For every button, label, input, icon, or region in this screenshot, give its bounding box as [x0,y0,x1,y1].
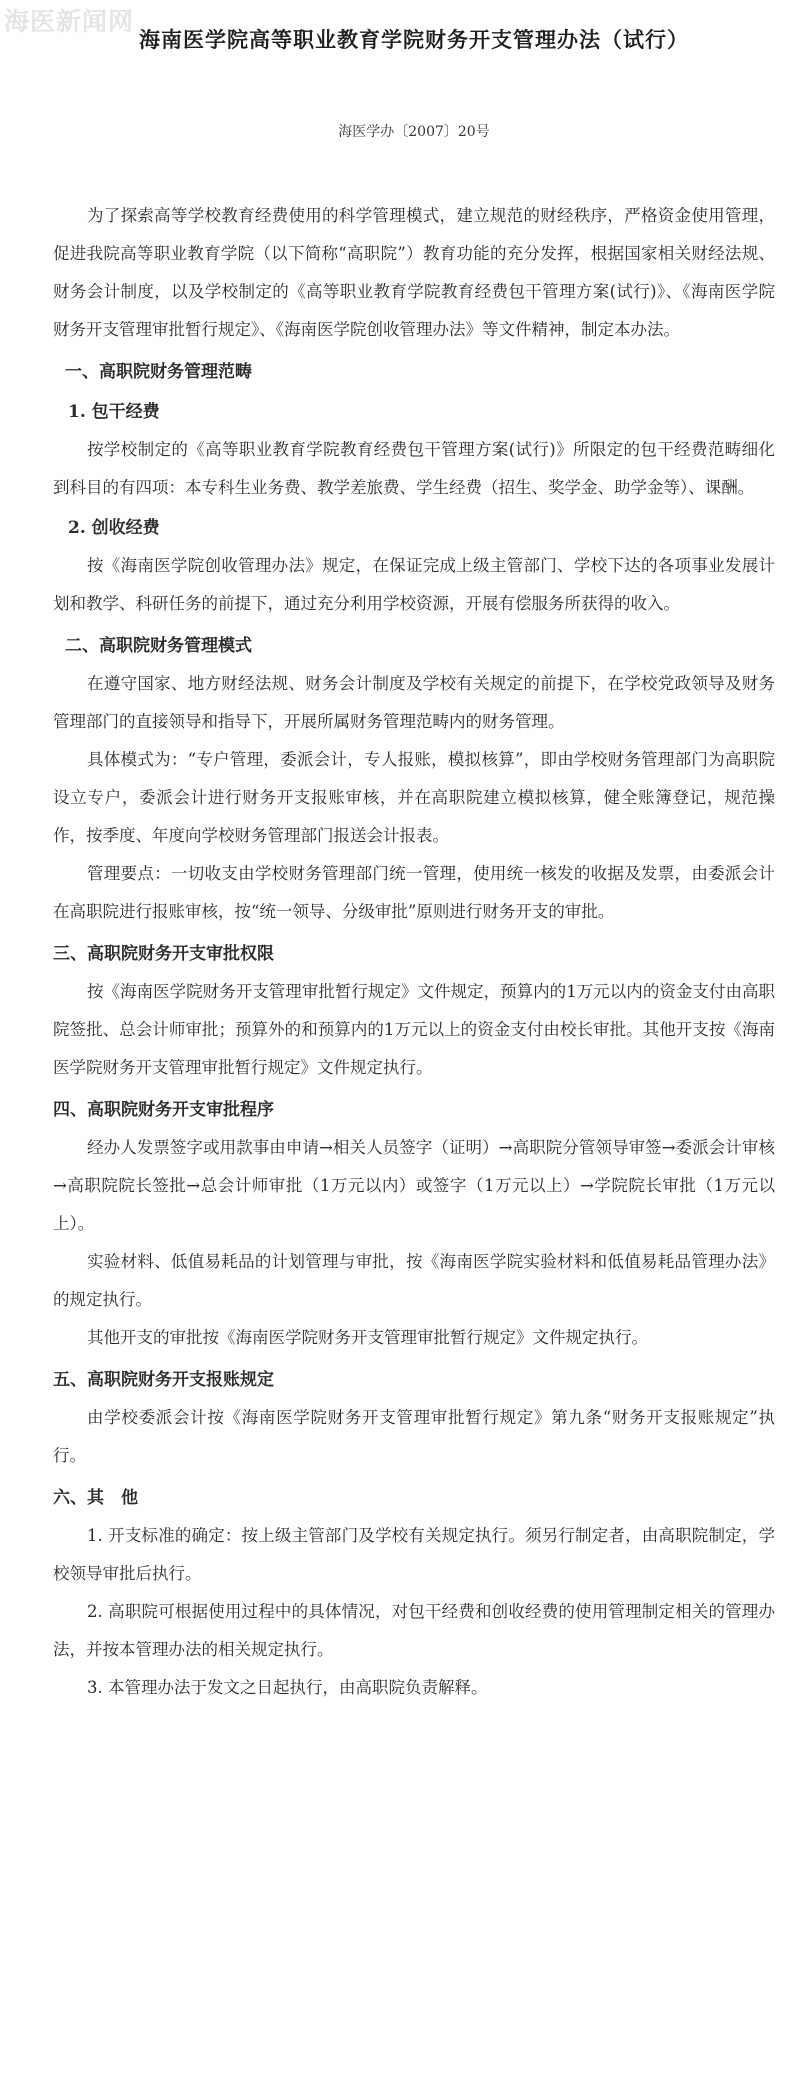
section-2-heading: 二、高职院财务管理模式 [65,636,252,656]
section-6-item-3: 3. 本管理办法于发文之日起执行，由高职院负责解释。 [87,1678,488,1697]
intro-paragraph: 为了探索高等学校教育经费使用的科学管理模式，建立规范的财经秩序，严格资金使用管理，促进我院高等职业教育学院（以下简称“高职院”）教育功能的充分发挥，根据国家相关财经法规、财务会计制度，以及学校制定的《高等职业教育学院教育经费包干管理方案(试行)》、《海南医学院财务开支管理审批暂行规定》、《海南医学院创收管理办法》等文件精神，制定本办法。 [53,206,775,339]
section-5-paragraph-1: 由学校委派会计按《海南医学院财务开支管理审批暂行规定》第九条“财务开支报账规定”执行。 [53,1408,775,1465]
section-6-item-2: 2. 高职院可根据使用过程中的具体情况，对包干经费和创收经费的使用管理制定相关的管理办法，并按本管理办法的相关规定执行。 [53,1602,775,1659]
section-6-heading: 六、其 他 [53,1488,138,1508]
section-4-paragraph-2: 实验材料、低值易耗品的计划管理与审批，按《海南医学院实验材料和低值易耗品管理办法》的规定执行。 [53,1252,775,1309]
section-2-paragraph-2: 具体模式为：“专户管理，委派会计，专人报账，模拟核算”，即由学校财务管理部门为高职院设立专户，委派会计进行财务开支报账审核，并在高职院建立模拟核算，健全账簿登记，规范操作，按季度、年度向学校财务管理部门报送会计报表。 [53,750,775,845]
subsection-1-2-heading: 2. 创收经费 [68,518,160,538]
document-title: 海南医学院高等职业教育学院财务开支管理办法（试行） [139,27,689,52]
section-6-item-1: 1. 开支标准的确定：按上级主管部门及学校有关规定执行。须另行制定者，由高职院制定，学校领导审批后执行。 [53,1526,775,1583]
document-body [53,197,775,1707]
section-1-heading: 一、高职院财务管理范畴 [65,362,252,382]
section-5-heading: 五、高职院财务开支报账规定 [53,1370,274,1390]
section-4-paragraph-1: 经办人发票签字或用款事由申请→相关人员签字（证明）→高职院分管领导审签→委派会计审核→高职院院长签批→总会计师审批（1万元以内）或签字（1万元以上）→学院院长审批（1万元以上）。 [53,1138,775,1233]
document [53,0,775,1707]
section-4-heading: 四、高职院财务开支审批程序 [53,1100,274,1120]
section-3-heading: 三、高职院财务开支审批权限 [53,944,274,964]
subsection-1-1-heading: 1. 包干经费 [68,402,160,422]
subsection-1-2-text: 按《海南医学院创收管理办法》规定，在保证完成上级主管部门、学校下达的各项事业发展计划和教学、科研任务的前提下，通过充分利用学校资源，开展有偿服务所获得的收入。 [53,556,775,613]
section-2-paragraph-3: 管理要点：一切收支由学校财务管理部门统一管理，使用统一核发的收据及发票，由委派会计在高职院进行报账审核，按“统一领导、分级审批”原则进行财务开支的审批。 [53,864,775,921]
section-4-paragraph-3: 其他开支的审批按《海南医学院财务开支管理审批暂行规定》文件规定执行。 [87,1328,648,1347]
document-number: 海医学办〔2007〕20号 [338,124,490,140]
section-2-paragraph-1: 在遵守国家、地方财经法规、财务会计制度及学校有关规定的前提下，在学校党政领导及财务管理部门的直接领导和指导下，开展所属财务管理范畴内的财务管理。 [53,674,775,731]
section-3-paragraph-1: 按《海南医学院财务开支管理审批暂行规定》文件规定，预算内的1万元以内的资金支付由高职院签批、总会计师审批；预算外的和预算内的1万元以上的资金支付由校长审批。其他开支按《海南医学院财务开支管理审批暂行规定》文件规定执行。 [53,982,775,1077]
subsection-1-1-text: 按学校制定的《高等职业教育学院教育经费包干管理方案(试行)》所限定的包干经费范畴细化到科目的有四项：本专科生业务费、教学差旅费、学生经费（招生、奖学金、助学金等）、课酬。 [53,440,775,497]
watermark-logo: 海医新闻网 [4,7,135,36]
